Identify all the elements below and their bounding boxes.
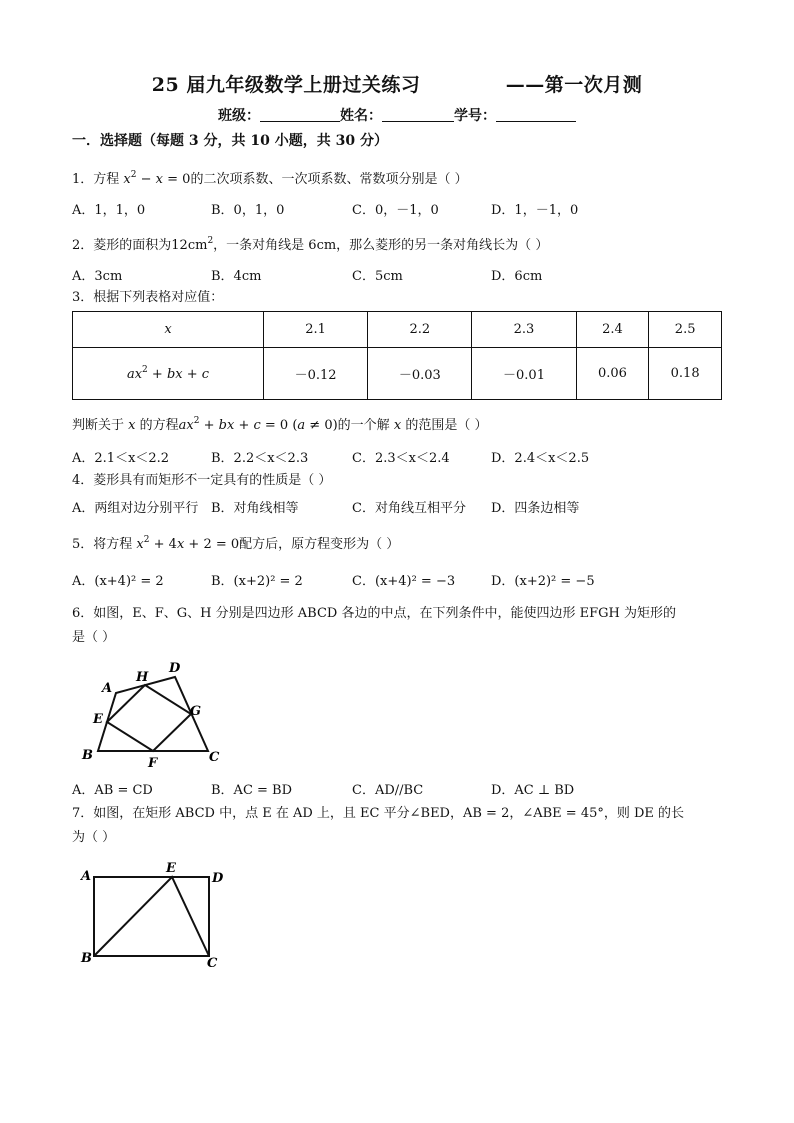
table-cell: 2.4 bbox=[576, 312, 649, 348]
q5-option-a[interactable]: A．(x+4)² = 2 bbox=[72, 574, 164, 589]
fig-label-f: F bbox=[148, 756, 158, 770]
table-row-x bbox=[73, 312, 722, 348]
fig7-label-b: B bbox=[81, 951, 92, 966]
table-cell: －0.12 bbox=[264, 348, 368, 400]
q6-option-b[interactable]: B．AC = BD bbox=[211, 783, 293, 798]
class-blank[interactable] bbox=[260, 107, 340, 122]
table-cell: 2.5 bbox=[649, 312, 722, 348]
table-cell: 2.2 bbox=[368, 312, 472, 348]
fig7-label-c: C bbox=[207, 956, 218, 970]
rectangle-figure bbox=[78, 858, 230, 970]
q2-option-a[interactable]: A．3cm bbox=[72, 269, 123, 284]
quadrilateral-figure bbox=[76, 655, 226, 770]
question-6-line-2: 是（ ） bbox=[72, 630, 116, 645]
q1-option-d[interactable]: D．1，－1，0 bbox=[491, 203, 579, 218]
question-5-options bbox=[72, 570, 722, 588]
table-cell-poly-label: $ax^2$ + bx + c bbox=[73, 348, 264, 400]
name-label: 姓名： bbox=[340, 108, 382, 124]
q2-option-b[interactable]: B．4cm bbox=[211, 269, 262, 284]
q3-option-d[interactable]: D．2.4＜x＜2.5 bbox=[491, 451, 590, 466]
q1-option-a[interactable]: A．1，1，0 bbox=[72, 203, 146, 218]
q6-option-a[interactable]: A．AB = CD bbox=[72, 783, 153, 798]
question-1-options bbox=[72, 199, 722, 217]
quad-efgh bbox=[107, 685, 191, 751]
question-4-options bbox=[72, 497, 722, 515]
q5-option-c[interactable]: C．(x+4)² = −3 bbox=[352, 574, 456, 589]
q5-option-d[interactable]: D．(x+2)² = −5 bbox=[491, 574, 595, 589]
table-cell: 2.1 bbox=[264, 312, 368, 348]
fig-label-g: G bbox=[190, 704, 202, 719]
section-heading: 一．选择题（每题 3 分，共 10 小题，共 30 分） bbox=[72, 133, 388, 149]
q1-option-b[interactable]: B．0，1，0 bbox=[211, 203, 285, 218]
question-6-options bbox=[72, 779, 722, 797]
question-5: 5．将方程 $x^2 + 4x + 2 = 0$配方后，原方程变形为（ ） bbox=[72, 535, 400, 552]
fig-label-c: C bbox=[209, 750, 220, 765]
q6-option-c[interactable]: C．AD//BC bbox=[352, 783, 424, 798]
q4-option-b[interactable]: B．对角线相等 bbox=[211, 501, 299, 516]
question-2-options bbox=[72, 265, 722, 283]
table-cell: 0.18 bbox=[649, 348, 722, 400]
fig-label-h: H bbox=[136, 670, 149, 685]
fig-label-b: B bbox=[82, 748, 93, 763]
fig7-label-e: E bbox=[166, 861, 176, 876]
q1-option-c[interactable]: C．0，－1，0 bbox=[352, 203, 439, 218]
question-7-line-2: 为（ ） bbox=[72, 830, 116, 845]
student-info-line bbox=[0, 105, 794, 125]
lines-be-ec bbox=[94, 877, 209, 956]
question-3: 3．根据下列表格对应值： bbox=[72, 290, 224, 305]
q4-option-a[interactable]: A．两组对边分别平行 bbox=[72, 501, 199, 516]
fig-label-d: D bbox=[169, 661, 181, 676]
table-row-y bbox=[73, 348, 722, 400]
q2-option-d[interactable]: D．6cm bbox=[491, 269, 543, 284]
q6-option-d[interactable]: D．AC ⊥ BD bbox=[491, 783, 575, 798]
question-2: 2．菱形的面积为$12cm^2$，一条对角线是 6cm，那么菱形的另一条对角线长为（ ） bbox=[72, 236, 549, 253]
table-cell: 2.3 bbox=[472, 312, 576, 348]
fig-label-a: A bbox=[102, 681, 113, 696]
id-label: 学号： bbox=[454, 108, 496, 124]
page-title: 25 届九年级数学上册过关练习 ——第一次月测 bbox=[151, 74, 643, 96]
fig7-label-d: D bbox=[212, 871, 224, 886]
table-cell: －0.01 bbox=[472, 348, 576, 400]
question-4: 4．菱形具有而矩形不一定具有的性质是（ ） bbox=[72, 473, 332, 488]
q4-option-c[interactable]: C．对角线互相平分 bbox=[352, 501, 466, 516]
question-7-line-1: 7．如图，在矩形 ABCD 中，点 E 在 AD 上，且 EC 平分∠BED，AB = 2，∠ABE = 45°，则 DE 的长 bbox=[72, 806, 685, 821]
q3-option-b[interactable]: B．2.2＜x＜2.3 bbox=[211, 451, 309, 466]
question-3-judge: 判断关于 x 的方程$ax^2$ + bx + c = 0 (a ≠ 0)的一个解 x 的范围是（ ） bbox=[72, 416, 488, 433]
table-cell-x-label: x bbox=[73, 312, 264, 348]
value-table bbox=[72, 311, 722, 400]
question-3-options bbox=[72, 447, 722, 465]
q5-option-b[interactable]: B．(x+2)² = 2 bbox=[211, 574, 303, 589]
question-1: 1．方程 $x^2 - x = 0$的二次项系数、一次项系数、常数项分别是（ ） bbox=[72, 170, 468, 187]
rect-abcd bbox=[94, 877, 209, 956]
equation-1: $x^2 - x = 0$ bbox=[123, 170, 191, 187]
question-6-line-1: 6．如图，E、F、G、H 分别是四边形 ABCD 各边的中点，在下列条件中，能使四边形 EFGH 为矩形的 bbox=[72, 606, 676, 621]
table-cell: 0.06 bbox=[576, 348, 649, 400]
id-blank[interactable] bbox=[496, 107, 576, 122]
class-label: 班级： bbox=[218, 108, 260, 124]
q3-option-a[interactable]: A．2.1＜x＜2.2 bbox=[72, 451, 170, 466]
fig7-label-a: A bbox=[81, 869, 92, 884]
q4-option-d[interactable]: D．四条边相等 bbox=[491, 501, 580, 516]
name-blank[interactable] bbox=[382, 107, 454, 122]
fig-label-e: E bbox=[93, 712, 103, 727]
q3-option-c[interactable]: C．2.3＜x＜2.4 bbox=[352, 451, 450, 466]
table-cell: －0.03 bbox=[368, 348, 472, 400]
q2-option-c[interactable]: C．5cm bbox=[352, 269, 403, 284]
